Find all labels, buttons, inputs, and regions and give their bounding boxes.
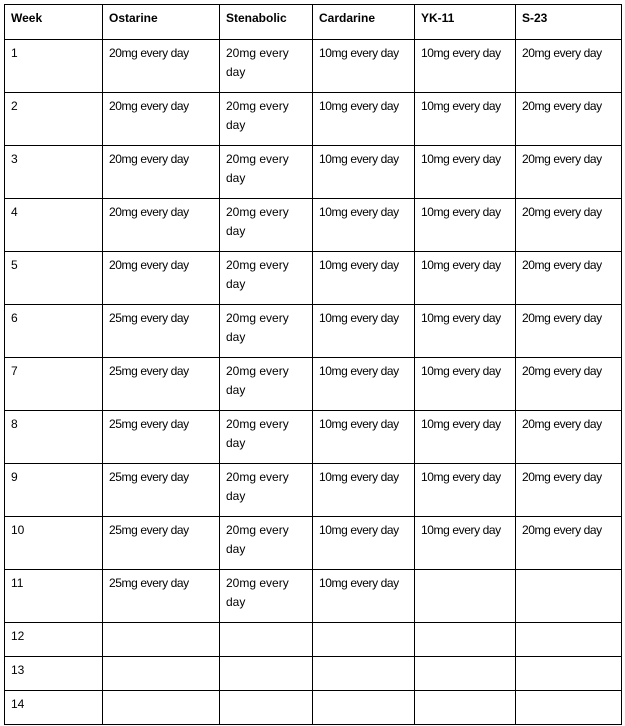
cell-week: 4 (5, 199, 103, 252)
table-row (5, 464, 622, 517)
cell-yk11: 10mg every day (415, 517, 516, 570)
cell-yk11: 10mg every day (415, 464, 516, 517)
cell-s23 (516, 623, 622, 657)
column-header-cardarine: Cardarine (313, 5, 415, 40)
cell-ostarine: 25mg every day (103, 358, 220, 411)
cell-yk11: 10mg every day (415, 358, 516, 411)
cell-cardarine: 10mg every day (313, 146, 415, 199)
cell-s23: 20mg every day (516, 464, 622, 517)
column-header-ostarine: Ostarine (103, 5, 220, 40)
cell-stenabolic: 20mg every day (220, 411, 313, 464)
cell-yk11 (415, 570, 516, 623)
cell-stenabolic: 20mg every day (220, 570, 313, 623)
cell-stenabolic: 20mg every day (220, 40, 313, 93)
cell-week: 3 (5, 146, 103, 199)
cell-week: 2 (5, 93, 103, 146)
cell-s23: 20mg every day (516, 252, 622, 305)
table-row (5, 146, 622, 199)
cell-yk11 (415, 657, 516, 691)
cell-cardarine: 10mg every day (313, 40, 415, 93)
table-row (5, 623, 622, 657)
cell-yk11 (415, 691, 516, 725)
cell-week: 5 (5, 252, 103, 305)
cell-yk11: 10mg every day (415, 411, 516, 464)
cell-ostarine: 20mg every day (103, 146, 220, 199)
cell-s23: 20mg every day (516, 517, 622, 570)
cell-stenabolic: 20mg every day (220, 146, 313, 199)
table-row (5, 252, 622, 305)
cell-cardarine (313, 691, 415, 725)
cell-yk11: 10mg every day (415, 305, 516, 358)
cell-ostarine: 20mg every day (103, 252, 220, 305)
cell-cardarine: 10mg every day (313, 305, 415, 358)
cell-ostarine: 25mg every day (103, 570, 220, 623)
column-header-week: Week (5, 5, 103, 40)
cell-cardarine: 10mg every day (313, 570, 415, 623)
cell-stenabolic: 20mg every day (220, 199, 313, 252)
cell-ostarine: 20mg every day (103, 93, 220, 146)
cell-week: 11 (5, 570, 103, 623)
cell-yk11: 10mg every day (415, 93, 516, 146)
cell-s23: 20mg every day (516, 146, 622, 199)
cell-week: 10 (5, 517, 103, 570)
cell-week: 9 (5, 464, 103, 517)
cell-ostarine: 25mg every day (103, 411, 220, 464)
cell-yk11: 10mg every day (415, 40, 516, 93)
cell-stenabolic: 20mg every day (220, 252, 313, 305)
cell-s23 (516, 570, 622, 623)
cell-week: 1 (5, 40, 103, 93)
cell-ostarine: 25mg every day (103, 517, 220, 570)
table-body (5, 40, 622, 725)
cell-yk11: 10mg every day (415, 146, 516, 199)
cell-ostarine: 25mg every day (103, 464, 220, 517)
cell-yk11: 10mg every day (415, 252, 516, 305)
cell-ostarine: 20mg every day (103, 199, 220, 252)
cell-cardarine: 10mg every day (313, 199, 415, 252)
cell-s23: 20mg every day (516, 411, 622, 464)
cell-cardarine: 10mg every day (313, 252, 415, 305)
column-header-s23: S-23 (516, 5, 622, 40)
cell-cardarine: 10mg every day (313, 93, 415, 146)
cell-week: 14 (5, 691, 103, 725)
cell-yk11 (415, 623, 516, 657)
cell-stenabolic: 20mg every day (220, 305, 313, 358)
cell-stenabolic (220, 657, 313, 691)
cell-cardarine: 10mg every day (313, 358, 415, 411)
cell-s23: 20mg every day (516, 93, 622, 146)
cell-s23 (516, 657, 622, 691)
cell-week: 12 (5, 623, 103, 657)
cell-stenabolic: 20mg every day (220, 93, 313, 146)
table-row (5, 93, 622, 146)
cell-week: 8 (5, 411, 103, 464)
cell-week: 7 (5, 358, 103, 411)
table-row (5, 199, 622, 252)
table-row (5, 411, 622, 464)
cell-ostarine (103, 657, 220, 691)
column-header-yk11: YK-11 (415, 5, 516, 40)
cell-week: 6 (5, 305, 103, 358)
table-row (5, 40, 622, 93)
cell-ostarine: 25mg every day (103, 305, 220, 358)
cell-cardarine: 10mg every day (313, 411, 415, 464)
cycle-schedule-table (4, 4, 622, 725)
cell-s23: 20mg every day (516, 358, 622, 411)
table-row (5, 691, 622, 725)
cell-yk11: 10mg every day (415, 199, 516, 252)
cell-cardarine (313, 657, 415, 691)
table-row (5, 305, 622, 358)
table-row (5, 517, 622, 570)
cell-stenabolic: 20mg every day (220, 464, 313, 517)
cell-s23: 20mg every day (516, 305, 622, 358)
cell-cardarine (313, 623, 415, 657)
cell-ostarine (103, 691, 220, 725)
cell-stenabolic (220, 623, 313, 657)
table-row (5, 358, 622, 411)
table-header-row (5, 5, 622, 40)
cell-s23 (516, 691, 622, 725)
table-row (5, 570, 622, 623)
cell-cardarine: 10mg every day (313, 464, 415, 517)
cell-ostarine (103, 623, 220, 657)
column-header-stenabolic: Stenabolic (220, 5, 313, 40)
cell-week: 13 (5, 657, 103, 691)
cell-s23: 20mg every day (516, 199, 622, 252)
cell-cardarine: 10mg every day (313, 517, 415, 570)
cell-stenabolic: 20mg every day (220, 358, 313, 411)
cell-s23: 20mg every day (516, 40, 622, 93)
cell-ostarine: 20mg every day (103, 40, 220, 93)
table-row (5, 657, 622, 691)
cell-stenabolic (220, 691, 313, 725)
cell-stenabolic: 20mg every day (220, 517, 313, 570)
